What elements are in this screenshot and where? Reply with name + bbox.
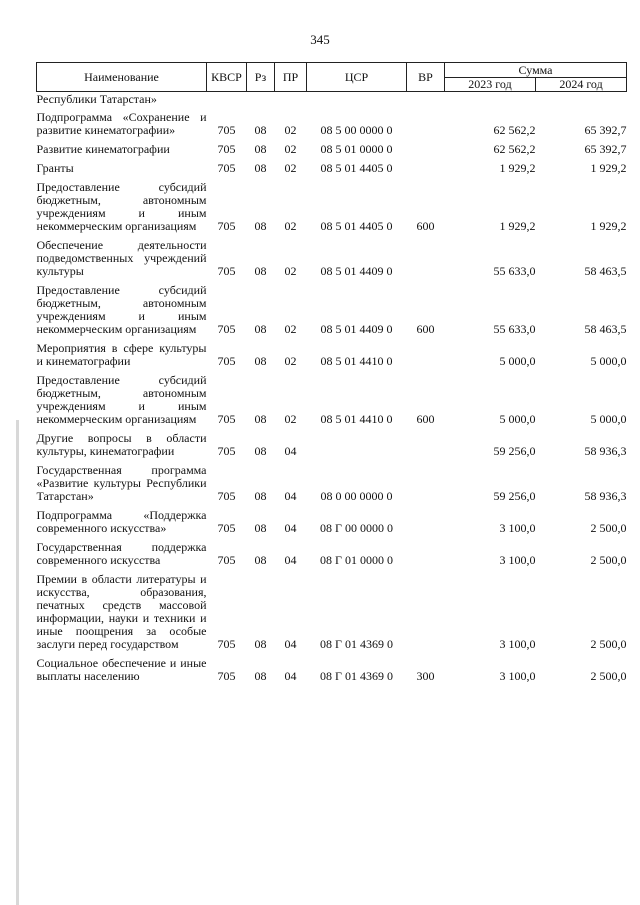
row-sum-2024: 5 000,0 bbox=[590, 354, 627, 368]
row-sum-2024: 1 929,2 bbox=[590, 219, 627, 233]
row-kvsr: 705 bbox=[217, 264, 236, 278]
row-name: Государственная программа «Развитие культуры Республики Татарстан» bbox=[36, 463, 207, 503]
row-vr bbox=[407, 143, 445, 162]
table-row bbox=[37, 509, 627, 541]
row-rz: 08 bbox=[254, 669, 267, 683]
row-sum-2024 bbox=[536, 92, 627, 112]
page-number: 345 bbox=[310, 32, 330, 47]
row-kvsr: 705 bbox=[217, 553, 236, 567]
row-sum-2024: 2 500,0 bbox=[590, 553, 627, 567]
row-pr: 02 bbox=[284, 219, 297, 233]
table-row bbox=[37, 657, 627, 689]
row-sum-2024: 58 936,3 bbox=[584, 444, 627, 458]
row-sum-2023: 55 633,0 bbox=[493, 264, 536, 278]
row-pr: 04 bbox=[284, 669, 297, 683]
page-edge-shadow bbox=[16, 420, 19, 905]
row-pr: 04 bbox=[284, 444, 297, 458]
row-pr: 04 bbox=[284, 637, 297, 651]
row-sum-2024: 2 500,0 bbox=[590, 521, 627, 535]
row-name: Развитие кинематографии bbox=[36, 142, 170, 156]
row-csr bbox=[307, 432, 407, 464]
row-name: Другие вопросы в области культуры, кинематографии bbox=[36, 431, 207, 458]
row-csr: 08 5 01 4410 0 bbox=[320, 412, 393, 426]
row-vr bbox=[407, 92, 445, 112]
row-pr: 04 bbox=[284, 521, 297, 535]
row-rz: 08 bbox=[254, 553, 267, 567]
header-vr: ВР bbox=[407, 63, 445, 92]
header-name: Наименование bbox=[37, 63, 207, 92]
row-name: Социальное обеспечение и иные выплаты населению bbox=[36, 656, 207, 683]
row-sum-2023: 62 562,2 bbox=[493, 142, 536, 156]
row-kvsr: 705 bbox=[217, 142, 236, 156]
row-kvsr: 705 bbox=[217, 669, 236, 683]
row-rz: 08 bbox=[254, 521, 267, 535]
table-row bbox=[37, 162, 627, 181]
row-kvsr: 705 bbox=[217, 322, 236, 336]
row-name: Предоставление субсидий бюджетным, автономным учреждениям и иным некоммерческим организациям bbox=[36, 283, 207, 336]
budget-table bbox=[36, 62, 627, 689]
row-vr: 600 bbox=[416, 219, 435, 233]
header-sum: Сумма bbox=[445, 63, 627, 78]
table-row bbox=[37, 464, 627, 509]
row-pr: 02 bbox=[284, 123, 297, 137]
table-row bbox=[37, 541, 627, 573]
row-vr bbox=[407, 541, 445, 573]
row-vr bbox=[407, 342, 445, 374]
row-name: Мероприятия в сфере культуры и кинематографии bbox=[36, 341, 207, 368]
row-csr: 08 0 00 0000 0 bbox=[320, 489, 393, 503]
row-sum-2023: 1 929,2 bbox=[499, 219, 536, 233]
row-csr: 08 5 00 0000 0 bbox=[320, 123, 393, 137]
row-csr: 08 Г 00 0000 0 bbox=[320, 521, 393, 535]
row-rz: 08 bbox=[254, 637, 267, 651]
row-sum-2024: 2 500,0 bbox=[590, 637, 627, 651]
row-csr: 08 5 01 0000 0 bbox=[320, 142, 393, 156]
row-rz: 08 bbox=[254, 489, 267, 503]
row-vr: 600 bbox=[416, 322, 435, 336]
row-vr bbox=[407, 573, 445, 657]
row-rz: 08 bbox=[254, 322, 267, 336]
row-pr: 02 bbox=[284, 142, 297, 156]
row-name: Гранты bbox=[36, 161, 74, 175]
row-vr bbox=[407, 239, 445, 284]
row-kvsr bbox=[207, 92, 247, 112]
table-row bbox=[37, 284, 627, 342]
table-row bbox=[37, 374, 627, 432]
row-vr bbox=[407, 162, 445, 181]
row-rz: 08 bbox=[254, 412, 267, 426]
row-kvsr: 705 bbox=[217, 412, 236, 426]
row-csr: 08 5 01 4409 0 bbox=[320, 264, 393, 278]
row-kvsr: 705 bbox=[217, 123, 236, 137]
row-sum-2023: 3 100,0 bbox=[499, 521, 536, 535]
table-row bbox=[37, 143, 627, 162]
row-vr bbox=[407, 464, 445, 509]
row-name: Республики Татарстан» bbox=[36, 92, 157, 106]
row-pr bbox=[275, 92, 307, 112]
row-rz: 08 bbox=[254, 444, 267, 458]
row-name: Обеспечение деятельности подведомственных учреждений культуры bbox=[36, 238, 207, 278]
row-name: Предоставление субсидий бюджетным, автономным учреждениям и иным некоммерческим организациям bbox=[36, 180, 207, 233]
row-sum-2023: 5 000,0 bbox=[499, 412, 536, 426]
row-name: Предоставление субсидий бюджетным, автономным учреждениям и иным некоммерческим организациям bbox=[36, 373, 207, 426]
row-rz: 08 bbox=[254, 142, 267, 156]
row-kvsr: 705 bbox=[217, 521, 236, 535]
table-row bbox=[37, 573, 627, 657]
row-rz: 08 bbox=[254, 161, 267, 175]
table-row bbox=[37, 432, 627, 464]
row-sum-2024: 65 392,7 bbox=[584, 123, 627, 137]
row-sum-2023: 3 100,0 bbox=[499, 637, 536, 651]
row-sum-2024: 58 463,5 bbox=[584, 322, 627, 336]
header-rz: Рз bbox=[247, 63, 275, 92]
row-sum-2023: 59 256,0 bbox=[493, 444, 536, 458]
row-rz bbox=[247, 92, 275, 112]
header-pr: ПР bbox=[275, 63, 307, 92]
row-sum-2023: 5 000,0 bbox=[499, 354, 536, 368]
row-csr: 08 5 01 4409 0 bbox=[320, 322, 393, 336]
header-csr: ЦСР bbox=[307, 63, 407, 92]
row-name: Государственная поддержка современного искусства bbox=[36, 540, 207, 567]
header-2023: 2023 год bbox=[445, 78, 536, 92]
row-vr bbox=[407, 432, 445, 464]
row-kvsr: 705 bbox=[217, 219, 236, 233]
row-csr bbox=[307, 92, 407, 112]
row-name: Премии в области литературы и искусства, образования, печатных средств массовой информации, науки и техники и иные поощрения за особые заслуги перед государством bbox=[36, 572, 207, 651]
row-csr: 08 5 01 4405 0 bbox=[320, 219, 393, 233]
row-rz: 08 bbox=[254, 123, 267, 137]
row-sum-2023: 62 562,2 bbox=[493, 123, 536, 137]
row-pr: 02 bbox=[284, 412, 297, 426]
row-sum-2024: 2 500,0 bbox=[590, 669, 627, 683]
row-rz: 08 bbox=[254, 354, 267, 368]
row-csr: 08 Г 01 0000 0 bbox=[320, 553, 393, 567]
row-csr: 08 5 01 4405 0 bbox=[320, 161, 393, 175]
row-csr: 08 Г 01 4369 0 bbox=[320, 669, 393, 683]
row-sum-2024: 65 392,7 bbox=[584, 142, 627, 156]
table-row bbox=[37, 239, 627, 284]
row-sum-2024: 1 929,2 bbox=[590, 161, 627, 175]
row-pr: 04 bbox=[284, 553, 297, 567]
row-kvsr: 705 bbox=[217, 489, 236, 503]
row-sum-2023: 59 256,0 bbox=[493, 489, 536, 503]
row-sum-2024: 5 000,0 bbox=[590, 412, 627, 426]
header-2024: 2024 год bbox=[536, 78, 627, 92]
row-rz: 08 bbox=[254, 264, 267, 278]
row-name: Подпрограмма «Поддержка современного искусства» bbox=[36, 508, 207, 535]
row-vr: 600 bbox=[416, 412, 435, 426]
row-kvsr: 705 bbox=[217, 161, 236, 175]
table-row bbox=[37, 342, 627, 374]
row-pr: 02 bbox=[284, 161, 297, 175]
row-sum-2023: 55 633,0 bbox=[493, 322, 536, 336]
row-csr: 08 5 01 4410 0 bbox=[320, 354, 393, 368]
table-row bbox=[37, 181, 627, 239]
row-rz: 08 bbox=[254, 219, 267, 233]
row-vr bbox=[407, 111, 445, 143]
row-pr: 02 bbox=[284, 354, 297, 368]
row-pr: 04 bbox=[284, 489, 297, 503]
row-pr: 02 bbox=[284, 322, 297, 336]
row-vr: 300 bbox=[416, 669, 435, 683]
row-csr: 08 Г 01 4369 0 bbox=[320, 637, 393, 651]
row-sum-2023: 3 100,0 bbox=[499, 669, 536, 683]
row-pr: 02 bbox=[284, 264, 297, 278]
row-kvsr: 705 bbox=[217, 354, 236, 368]
row-sum-2023 bbox=[445, 92, 536, 112]
row-sum-2024: 58 463,5 bbox=[584, 264, 627, 278]
row-kvsr: 705 bbox=[217, 444, 236, 458]
row-sum-2023: 3 100,0 bbox=[499, 553, 536, 567]
table-row bbox=[37, 111, 627, 143]
row-sum-2023: 1 929,2 bbox=[499, 161, 536, 175]
row-vr bbox=[407, 509, 445, 541]
table-row bbox=[37, 92, 627, 112]
header-kvsr: КВСР bbox=[207, 63, 247, 92]
row-kvsr: 705 bbox=[217, 637, 236, 651]
row-name: Подпрограмма «Сохранение и развитие кинематографии» bbox=[36, 110, 207, 137]
row-sum-2024: 58 936,3 bbox=[584, 489, 627, 503]
